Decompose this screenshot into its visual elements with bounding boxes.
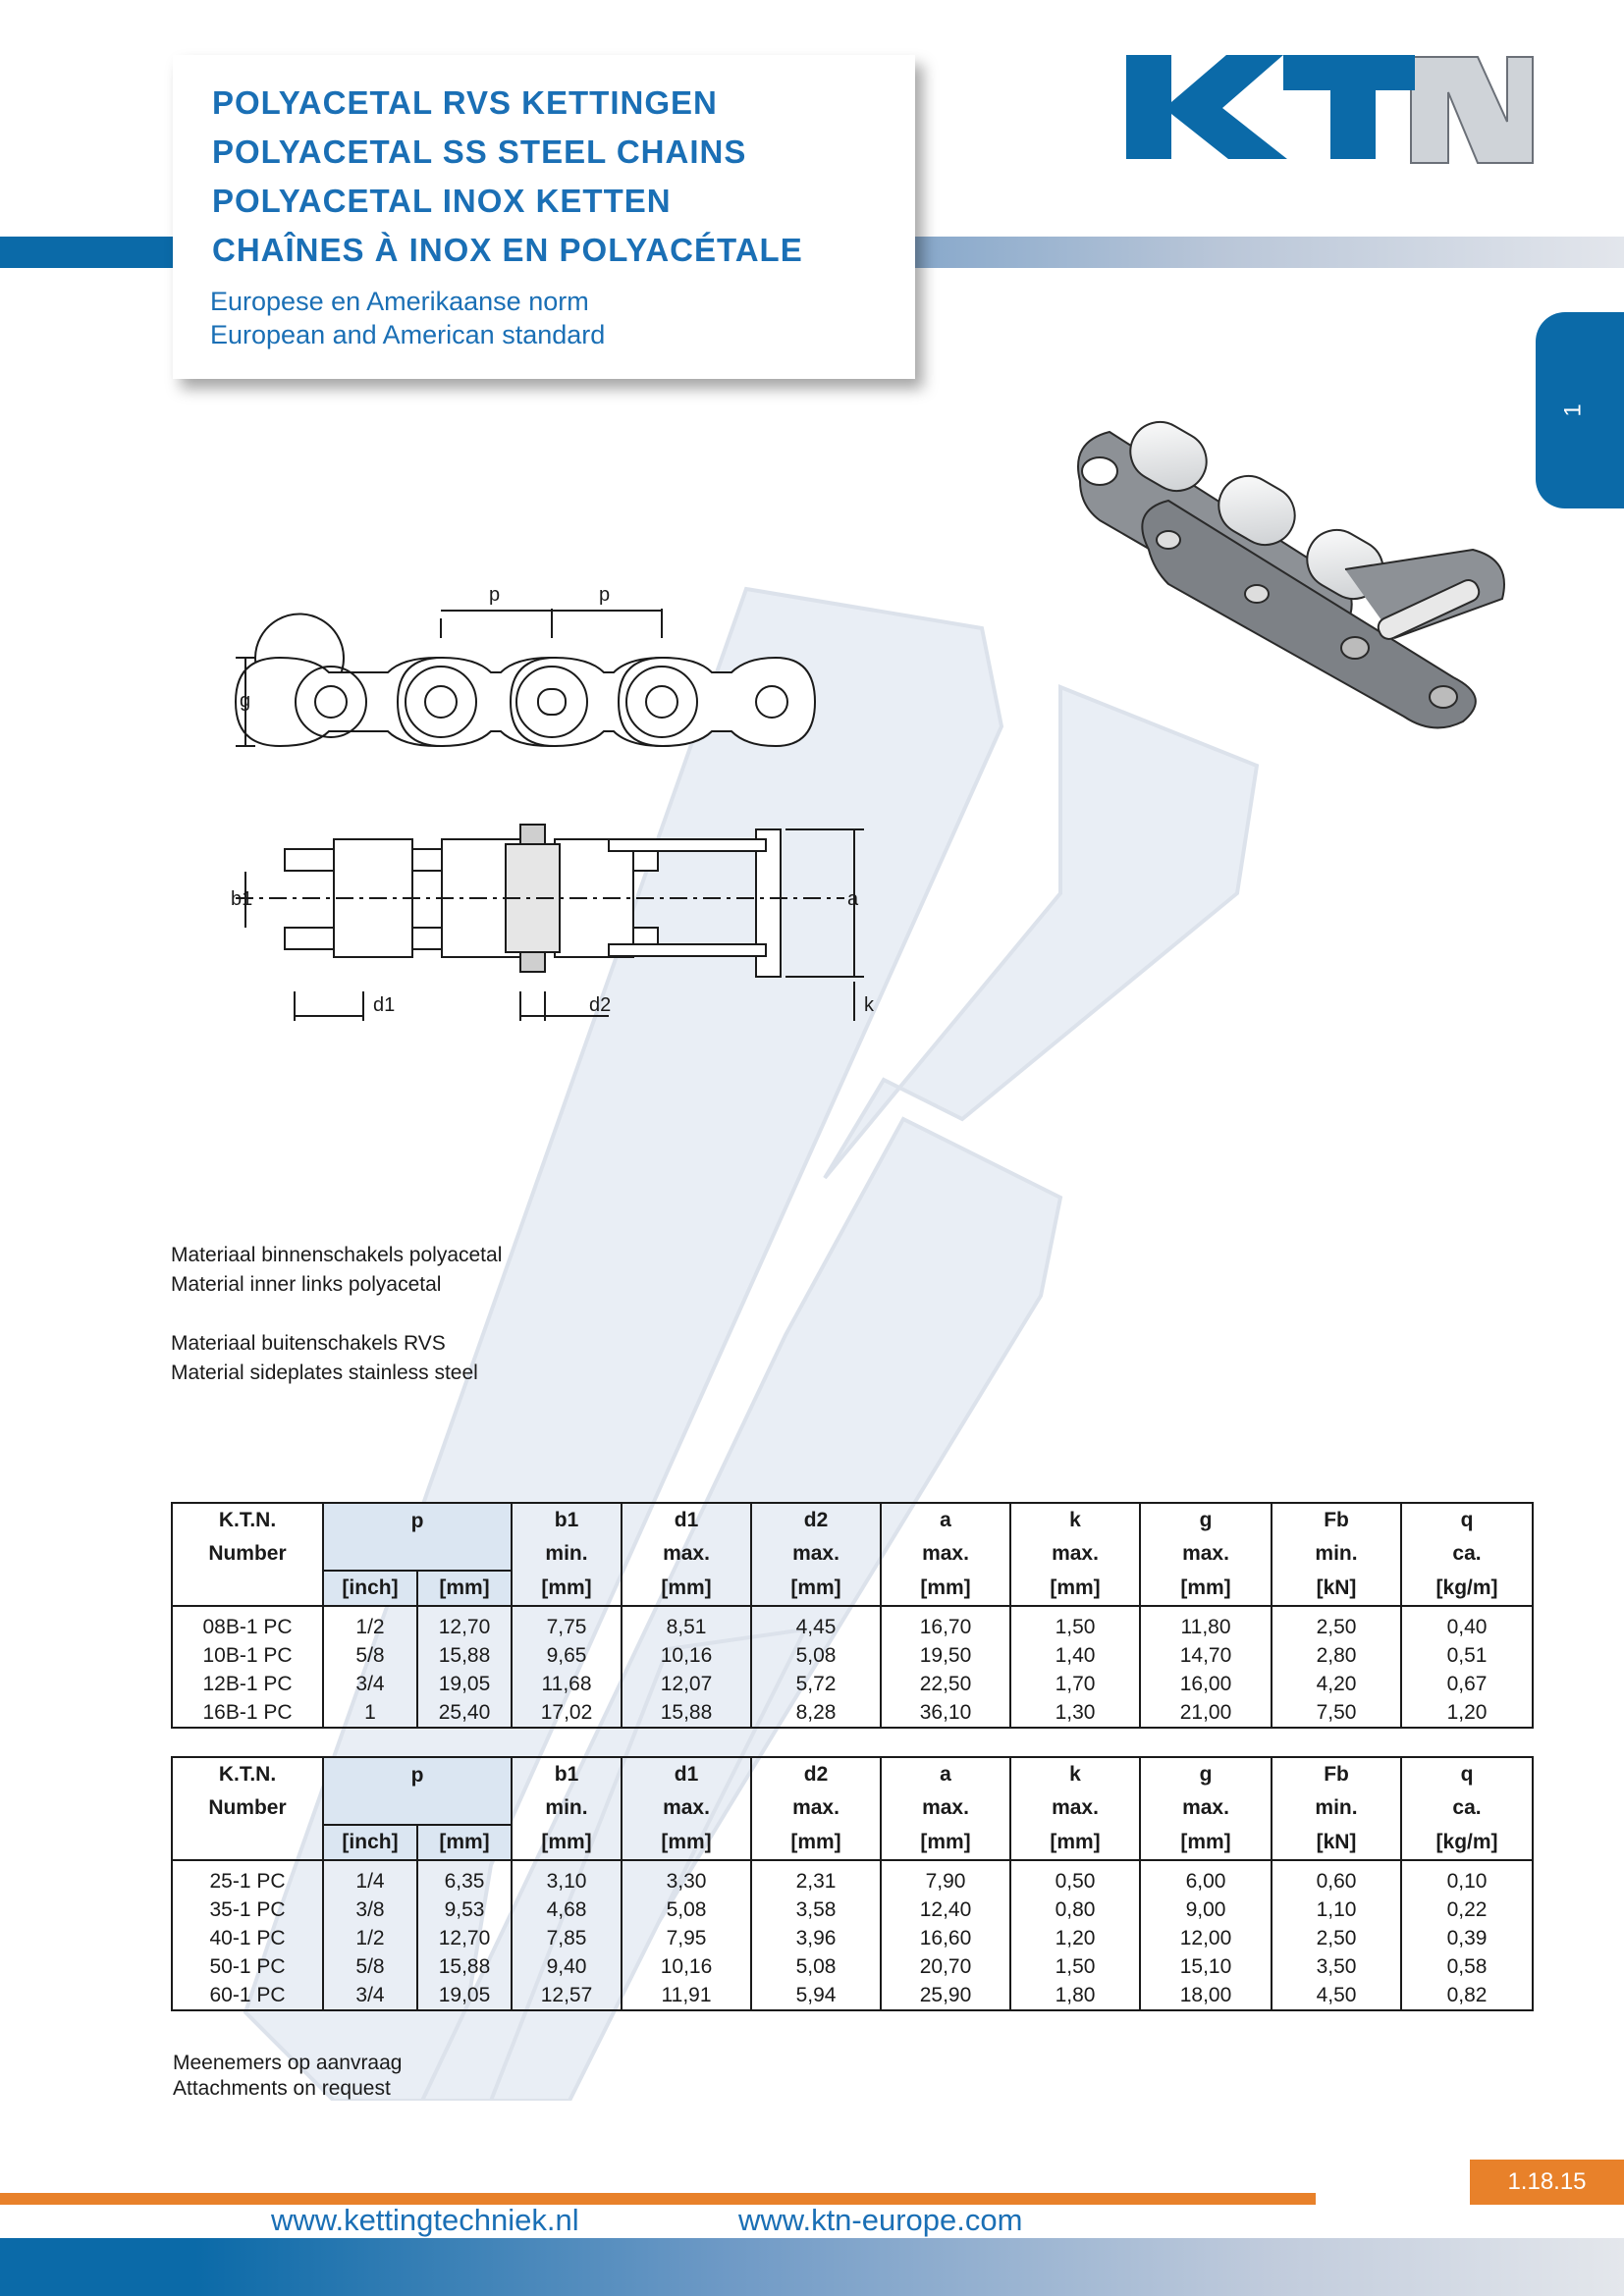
- table-cell: 1/2: [323, 1606, 417, 1641]
- footer-orange-line: [0, 2193, 1316, 2205]
- table-cell: 3/4: [323, 1670, 417, 1698]
- cell-ktn-number: 50-1 PC: [209, 1954, 286, 1978]
- unit-max: max.: [751, 1791, 881, 1825]
- table-cell: 0,60: [1272, 1860, 1401, 1896]
- col-p: p: [323, 1757, 512, 1825]
- table-row: [172, 1924, 1533, 1952]
- table-cell: 16,00: [1140, 1670, 1272, 1698]
- unit-inch: [inch]: [323, 1825, 417, 1860]
- unit-inch: [inch]: [323, 1571, 417, 1606]
- unit-mm: [mm]: [1140, 1825, 1272, 1860]
- table-cell: 1,30: [1010, 1698, 1140, 1728]
- col-ktn: K.T.N.: [218, 1763, 277, 1786]
- subtitle-en: European and American standard: [210, 320, 606, 349]
- table-row: [172, 1670, 1533, 1698]
- material-inner-nl: Materiaal binnenschakels polyacetal: [171, 1244, 503, 1266]
- table-cell: 19,05: [417, 1670, 512, 1698]
- table-cell: 0,22: [1401, 1896, 1533, 1924]
- table-cell: 5,08: [751, 1952, 881, 1981]
- col-k: k: [1010, 1503, 1140, 1537]
- table-cell: 0,51: [1401, 1641, 1533, 1670]
- cell-ktn-number: 35-1 PC: [209, 1897, 286, 1921]
- footer-band: [0, 2238, 1624, 2296]
- unit-max: max.: [1140, 1537, 1272, 1571]
- table-cell: 4,68: [512, 1896, 622, 1924]
- table-cell: 7,90: [881, 1860, 1010, 1896]
- col-q: q: [1401, 1503, 1533, 1537]
- cell-ktn-number: 25-1 PC: [209, 1869, 286, 1893]
- unit-kn: [kN]: [1272, 1825, 1401, 1860]
- table-cell: 5/8: [323, 1641, 417, 1670]
- table-cell: 10,16: [622, 1952, 751, 1981]
- title-line-fr: CHAÎNES À INOX EN POLYACÉTALE: [212, 232, 803, 268]
- table-us-body: [172, 1860, 1533, 2010]
- table-cell: 16,60: [881, 1924, 1010, 1952]
- unit-mm: [mm]: [881, 1571, 1010, 1606]
- unit-max: max.: [881, 1537, 1010, 1571]
- table-cell: 0,82: [1401, 1981, 1533, 2010]
- unit-max: max.: [751, 1537, 881, 1571]
- col-d1: d1: [622, 1503, 751, 1537]
- table-cell: 20,70: [881, 1952, 1010, 1981]
- table-cell: 0,39: [1401, 1924, 1533, 1952]
- table-cell: 2,50: [1272, 1924, 1401, 1952]
- spec-table-european: [171, 1502, 1534, 1729]
- table-cell: 11,80: [1140, 1606, 1272, 1641]
- col-fb: Fb: [1272, 1503, 1401, 1537]
- table-cell: 5/8: [323, 1952, 417, 1981]
- table-cell: 4,20: [1272, 1670, 1401, 1698]
- table-cell: 0,80: [1010, 1896, 1140, 1924]
- material-side-nl: Materiaal buitenschakels RVS: [171, 1332, 446, 1355]
- table-cell: 1,20: [1010, 1924, 1140, 1952]
- table-cell: 8,51: [622, 1606, 751, 1641]
- attachments-en: Attachments on request: [173, 2077, 391, 2100]
- cell-ktn-number: 16B-1 PC: [202, 1700, 293, 1724]
- table-cell: 3,10: [512, 1860, 622, 1896]
- cell-ktn-number: 60-1 PC: [209, 1983, 286, 2006]
- spec-table-american: [171, 1756, 1534, 2011]
- table-cell: 9,65: [512, 1641, 622, 1670]
- table-cell: 19,05: [417, 1981, 512, 2010]
- material-inner-en: Material inner links polyacetal: [171, 1273, 442, 1296]
- table-row: [172, 1698, 1533, 1728]
- table-cell: 12,40: [881, 1896, 1010, 1924]
- table-cell: 6,35: [417, 1860, 512, 1896]
- ktn-logo: [1124, 53, 1537, 167]
- table-cell: 15,88: [622, 1698, 751, 1728]
- subtitle-nl: Europese en Amerikaanse norm: [210, 287, 589, 316]
- chain-3d-illustration: [1060, 402, 1551, 736]
- chain-technical-drawing: [216, 579, 903, 1041]
- col-g: g: [1140, 1757, 1272, 1791]
- table-cell: 1/4: [323, 1860, 417, 1896]
- unit-mm: [mm]: [1010, 1825, 1140, 1860]
- table-cell: 5,08: [622, 1896, 751, 1924]
- unit-mm: [mm]: [417, 1571, 512, 1606]
- table-cell: 2,50: [1272, 1606, 1401, 1641]
- unit-max: max.: [622, 1537, 751, 1571]
- table-cell: 15,88: [417, 1641, 512, 1670]
- table-cell: 9,53: [417, 1896, 512, 1924]
- col-d1: d1: [622, 1757, 751, 1791]
- table-cell: 22,50: [881, 1670, 1010, 1698]
- chapter-tab-number: 1: [1559, 403, 1587, 417]
- table-cell: 1,80: [1010, 1981, 1140, 2010]
- table-cell: 2,31: [751, 1860, 881, 1896]
- table-row: [172, 1952, 1533, 1981]
- title-line-de: POLYACETAL INOX KETTEN: [212, 183, 672, 219]
- dim-label-d2: d2: [589, 994, 612, 1016]
- table-cell: 7,85: [512, 1924, 622, 1952]
- unit-max: max.: [1010, 1537, 1140, 1571]
- link-ktn-europe[interactable]: www.ktn-europe.com: [738, 2203, 1023, 2237]
- title-line-nl: POLYACETAL RVS KETTINGEN: [212, 84, 718, 121]
- col-a: a: [881, 1757, 1010, 1791]
- table-cell: 0,50: [1010, 1860, 1140, 1896]
- table-cell: 12,07: [622, 1670, 751, 1698]
- table-cell: 18,00: [1140, 1981, 1272, 2010]
- table-cell: 7,50: [1272, 1698, 1401, 1728]
- table-cell: 12,70: [417, 1924, 512, 1952]
- table-cell: 5,72: [751, 1670, 881, 1698]
- unit-min: min.: [1272, 1791, 1401, 1825]
- unit-ca: ca.: [1401, 1537, 1533, 1571]
- table-cell: 1/2: [323, 1924, 417, 1952]
- dim-label-k: k: [864, 994, 874, 1016]
- cell-ktn-number: 08B-1 PC: [202, 1615, 293, 1638]
- table-cell: 15,10: [1140, 1952, 1272, 1981]
- table-row: [172, 1896, 1533, 1924]
- unit-ca: ca.: [1401, 1791, 1533, 1825]
- table-cell: 0,58: [1401, 1952, 1533, 1981]
- unit-max: max.: [1140, 1791, 1272, 1825]
- unit-mm: [mm]: [881, 1825, 1010, 1860]
- unit-kgm: [kg/m]: [1401, 1571, 1533, 1606]
- table-cell: 9,00: [1140, 1896, 1272, 1924]
- cell-ktn-number: 12B-1 PC: [202, 1672, 293, 1695]
- unit-kn: [kN]: [1272, 1571, 1401, 1606]
- table-cell: 3,58: [751, 1896, 881, 1924]
- table-cell: 1,20: [1401, 1698, 1533, 1728]
- col-b1: b1: [512, 1503, 622, 1537]
- table-cell: 19,50: [881, 1641, 1010, 1670]
- table-cell: 2,80: [1272, 1641, 1401, 1670]
- table-cell: 14,70: [1140, 1641, 1272, 1670]
- unit-mm: [mm]: [622, 1571, 751, 1606]
- table-cell: 5,08: [751, 1641, 881, 1670]
- dim-label-g: g: [240, 690, 251, 712]
- table-cell: 25,40: [417, 1698, 512, 1728]
- col-d2: d2: [751, 1757, 881, 1791]
- col-q: q: [1401, 1757, 1533, 1791]
- table-eu-body: [172, 1606, 1533, 1728]
- table-cell: 0,67: [1401, 1670, 1533, 1698]
- table-cell: 6,00: [1140, 1860, 1272, 1896]
- table-row: [172, 1641, 1533, 1670]
- col-a: a: [881, 1503, 1010, 1537]
- unit-mm: [mm]: [512, 1571, 622, 1606]
- table-cell: 1,70: [1010, 1670, 1140, 1698]
- unit-min: min.: [512, 1537, 622, 1571]
- unit-max: max.: [622, 1791, 751, 1825]
- title-line-en: POLYACETAL SS STEEL CHAINS: [212, 133, 747, 170]
- table-row: [172, 1860, 1533, 1896]
- attachments-nl: Meenemers op aanvraag: [173, 2052, 403, 2074]
- unit-min: min.: [1272, 1537, 1401, 1571]
- table-cell: 10,16: [622, 1641, 751, 1670]
- col-g: g: [1140, 1503, 1272, 1537]
- material-side-en: Material sideplates stainless steel: [171, 1362, 478, 1384]
- dim-label-p1: p: [489, 584, 501, 606]
- unit-mm: [mm]: [417, 1825, 512, 1860]
- unit-mm: [mm]: [751, 1825, 881, 1860]
- table-cell: 3/8: [323, 1896, 417, 1924]
- table-cell: 16,70: [881, 1606, 1010, 1641]
- unit-mm: [mm]: [1140, 1571, 1272, 1606]
- dim-label-d1: d1: [373, 994, 396, 1016]
- link-kettingtechniek[interactable]: www.kettingtechniek.nl: [271, 2203, 579, 2237]
- cell-ktn-number: 10B-1 PC: [202, 1643, 293, 1667]
- table-cell: 3/4: [323, 1981, 417, 2010]
- table-cell: 8,28: [751, 1698, 881, 1728]
- col-b1: b1: [512, 1757, 622, 1791]
- unit-kgm: [kg/m]: [1401, 1825, 1533, 1860]
- table-cell: 12,70: [417, 1606, 512, 1641]
- col-number: Number: [208, 1542, 287, 1565]
- cell-ktn-number: 40-1 PC: [209, 1926, 286, 1949]
- unit-min: min.: [512, 1791, 622, 1825]
- table-cell: 17,02: [512, 1698, 622, 1728]
- table-cell: 0,10: [1401, 1860, 1533, 1896]
- col-number: Number: [208, 1796, 287, 1819]
- table-cell: 11,91: [622, 1981, 751, 2010]
- table-row: [172, 1606, 1533, 1641]
- unit-mm: [mm]: [751, 1571, 881, 1606]
- table-cell: 3,96: [751, 1924, 881, 1952]
- table-cell: 9,40: [512, 1952, 622, 1981]
- dim-label-p2: p: [599, 584, 611, 606]
- table-row: [172, 1981, 1533, 2010]
- col-ktn: K.T.N.: [218, 1509, 277, 1531]
- table-cell: 0,40: [1401, 1606, 1533, 1641]
- col-p: p: [323, 1503, 512, 1571]
- table-cell: 5,94: [751, 1981, 881, 2010]
- col-d2: d2: [751, 1503, 881, 1537]
- title-box: [173, 55, 915, 379]
- table-cell: 7,95: [622, 1924, 751, 1952]
- table-cell: 4,45: [751, 1606, 881, 1641]
- table-cell: 1,40: [1010, 1641, 1140, 1670]
- table-cell: 21,00: [1140, 1698, 1272, 1728]
- unit-mm: [mm]: [622, 1825, 751, 1860]
- table-cell: 7,75: [512, 1606, 622, 1641]
- page-number: 1.18.15: [1470, 2160, 1624, 2205]
- unit-max: max.: [881, 1791, 1010, 1825]
- table-cell: 1,10: [1272, 1896, 1401, 1924]
- table-cell: 12,57: [512, 1981, 622, 2010]
- dim-label-a: a: [847, 888, 859, 910]
- table-cell: 1: [323, 1698, 417, 1728]
- table-cell: 3,50: [1272, 1952, 1401, 1981]
- table-cell: 1,50: [1010, 1606, 1140, 1641]
- col-fb: Fb: [1272, 1757, 1401, 1791]
- unit-max: max.: [1010, 1791, 1140, 1825]
- table-cell: 15,88: [417, 1952, 512, 1981]
- col-k: k: [1010, 1757, 1140, 1791]
- table-cell: 12,00: [1140, 1924, 1272, 1952]
- dim-label-b1: b1: [231, 888, 253, 910]
- table-cell: 3,30: [622, 1860, 751, 1896]
- table-cell: 4,50: [1272, 1981, 1401, 2010]
- table-cell: 1,50: [1010, 1952, 1140, 1981]
- unit-mm: [mm]: [512, 1825, 622, 1860]
- unit-mm: [mm]: [1010, 1571, 1140, 1606]
- table-cell: 36,10: [881, 1698, 1010, 1728]
- table-cell: 11,68: [512, 1670, 622, 1698]
- table-cell: 25,90: [881, 1981, 1010, 2010]
